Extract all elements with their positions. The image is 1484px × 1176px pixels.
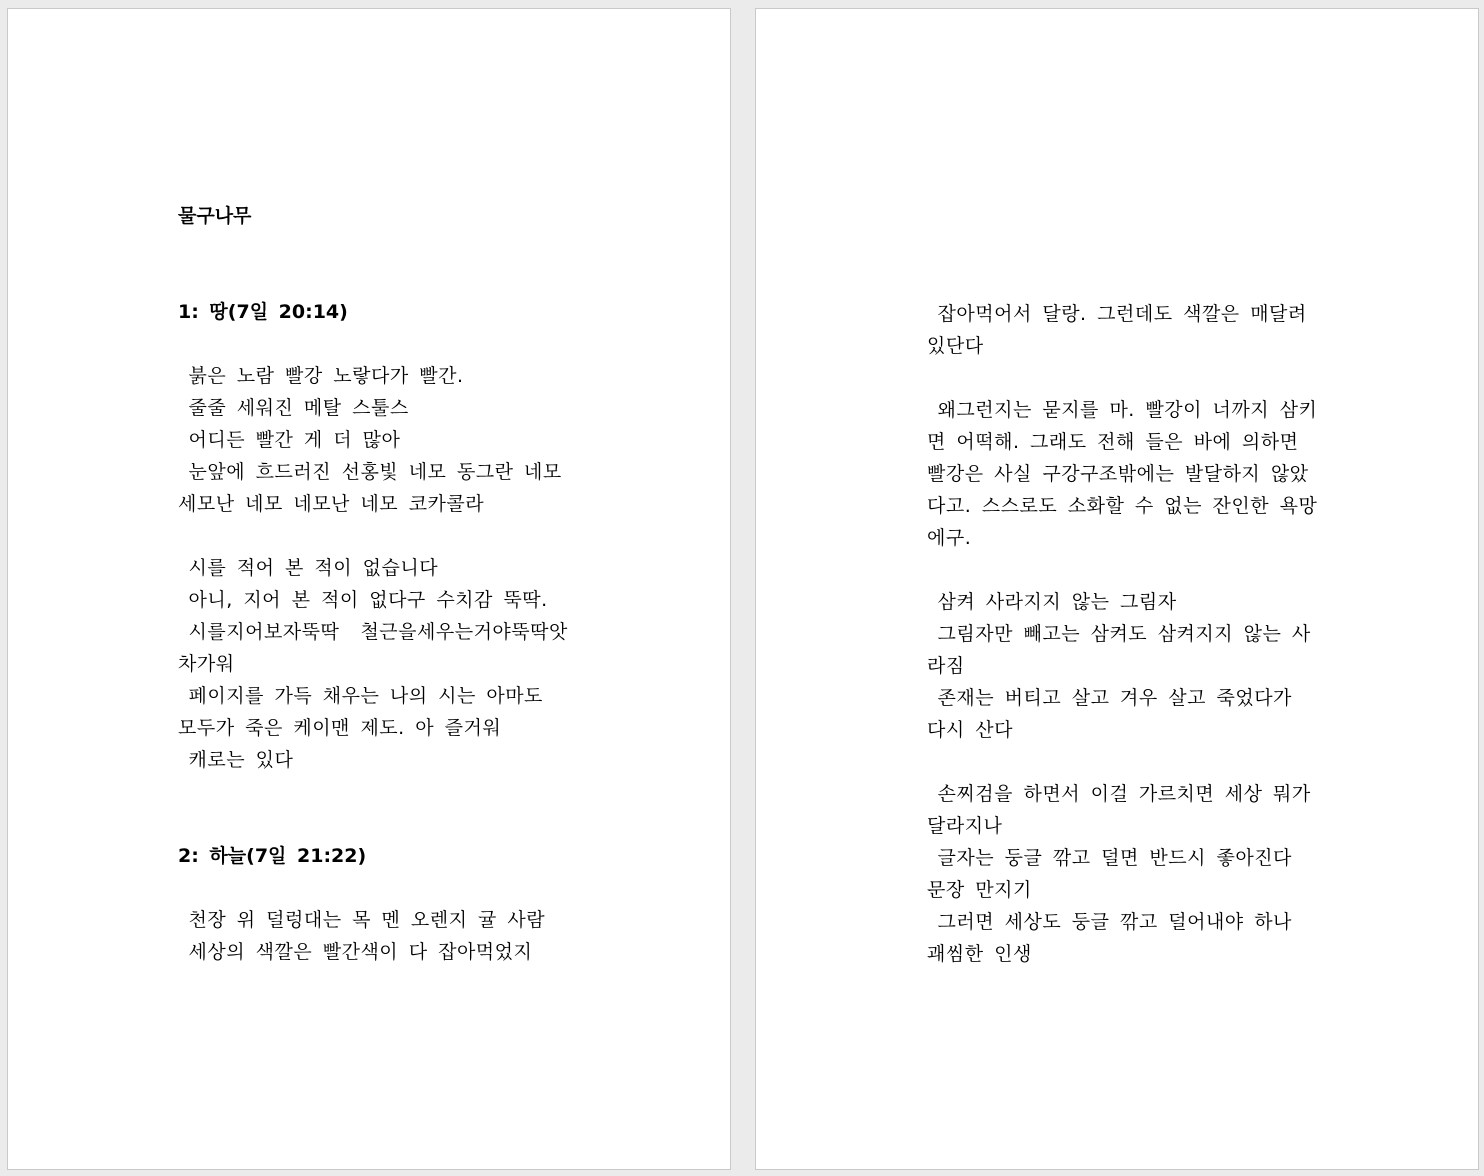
poem-line: 글자는 둥글 깎고 덜면 반드시 좋아진다 [927,847,1292,869]
poem-line: 문장 만지기 [927,879,1032,901]
page-content [178,200,578,968]
poem-line: 다시 산다 [927,719,1013,741]
poem-line: 왜그런지는 묻지를 마. 빨강이 너까지 삼키 [927,399,1318,421]
poem-line: 괘씸한 인생 [927,943,1032,965]
poem-line: 아니, 지어 본 적이 없다구 수치감 뚝딱. [178,589,548,611]
page-content [927,298,1327,970]
section-heading: 1: 땅(7일 20:14) [178,301,348,323]
poem-line: 에구. [927,527,972,549]
poem-line: 세모난 네모 네모난 네모 코카콜라 [178,493,485,515]
poem-line: 라짐 [927,655,965,677]
poem-line: 존재는 버티고 살고 겨우 살고 죽었다가 [927,687,1292,709]
document-page-right [755,8,1479,1170]
poem-line: 붉은 노람 빨강 노랗다가 빨간. [178,365,464,387]
poem-line: 빨강은 사실 구강구조밖에는 발달하지 않았 [927,463,1309,485]
poem-line: 캐로는 있다 [178,749,294,771]
poem-line: 손찌검을 하면서 이걸 가르치면 세상 뭐가 [927,783,1311,805]
poem-line: 삼켜 사라지지 않는 그림자 [927,591,1177,613]
poem-line: 있단다 [927,335,984,357]
poem-line: 면 어떡해. 그래도 전해 들은 바에 의하면 [927,431,1299,453]
poem-line: 눈앞에 흐드러진 선홍빛 네모 동그란 네모 [178,461,562,483]
poem-line: 어디든 빨간 게 더 많아 [178,429,401,451]
poem-line: 그러면 세상도 둥글 깎고 덜어내야 하나 [927,911,1292,933]
document-page-left [7,8,731,1170]
poem-line: 잡아먹어서 달랑. 그런데도 색깔은 매달려 [927,303,1307,325]
poem-line: 차가워 [178,653,235,675]
section-heading: 2: 하늘(7일 21:22) [178,845,367,867]
poem-title: 물구나무 [178,205,252,227]
poem-line: 줄줄 세워진 메탈 스툴스 [178,397,409,419]
poem-line: 천장 위 덜렁대는 목 멘 오렌지 귤 사람 [178,909,546,931]
poem-line: 다고. 스스로도 소화할 수 없는 잔인한 욕망 [927,495,1318,517]
poem-line: 세상의 색깔은 빨간색이 다 잡아먹었지 [178,941,533,963]
poem-line: 시를 적어 본 적이 없습니다 [178,557,439,579]
poem-line: 그림자만 빼고는 삼켜도 삼켜지지 않는 사 [927,623,1311,645]
poem-line: 모두가 죽은 케이맨 제도. 아 즐거워 [178,717,502,739]
poem-line: 페이지를 가득 채우는 나의 시는 아마도 [178,685,543,707]
poem-line: 달라지나 [927,815,1003,837]
poem-line: 시를지어보자뚝딱 철근을세우는거야뚝딱앗 [178,621,568,643]
